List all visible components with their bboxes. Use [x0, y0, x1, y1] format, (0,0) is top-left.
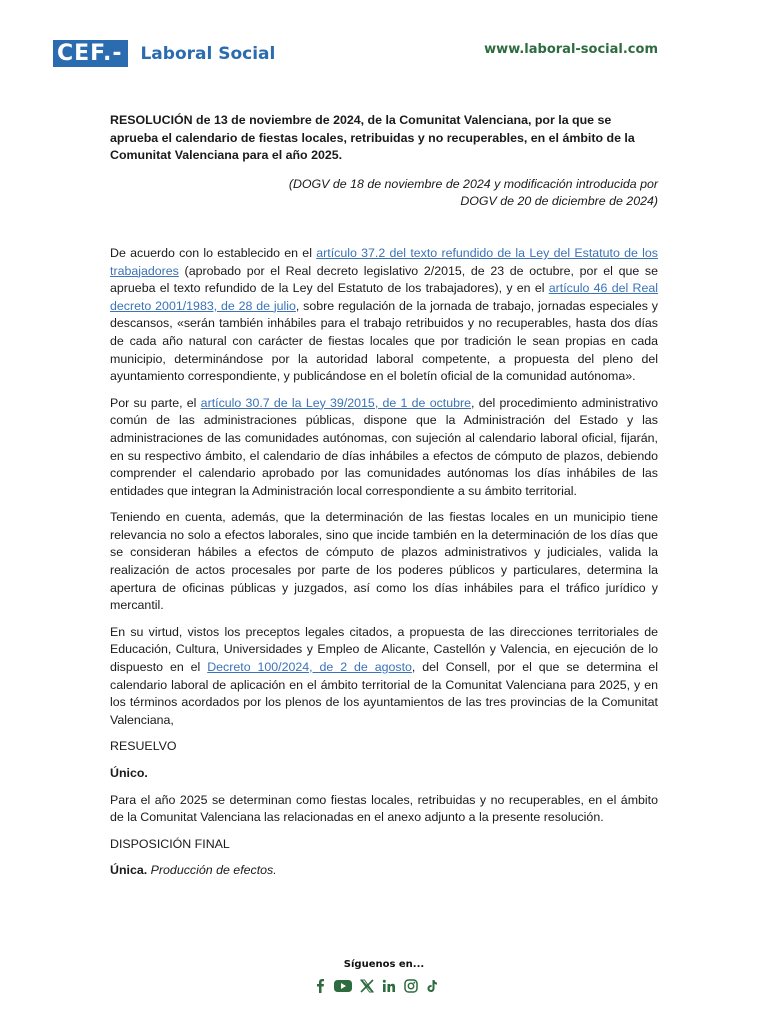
paragraph-1-text-b: (aprobado por el Real decreto legislativo 2/2015, de 23 de octubre, por el que se aprueba el texto refundido de la Ley del Estatuto de los trabajadores), y en el — [110, 263, 658, 296]
youtube-icon[interactable] — [334, 979, 352, 993]
instagram-icon[interactable] — [404, 979, 418, 993]
disposicion-final-heading: DISPOSICIÓN FINAL — [110, 836, 230, 851]
paragraph-1-text-c: , sobre regulación de la jornada de trabajo, jornadas especiales y descansos, «serán también inhábiles para el trabajo retribuidos y no recuperables, hasta dos días de cada año natural con carácter de fiestas locales que por tradición le sean propias en cada municipio, determinándose por la autoridad laboral competente, a propuesta del pleno del ayuntamiento correspondiente, y publicándose en el boletín oficial de la comunidad autónoma». — [110, 298, 658, 384]
facebook-icon[interactable] — [314, 978, 326, 993]
paragraph-4-text-a: En su virtud, vistos los preceptos legales citados, a propuesta de las direcciones territoriales de Educación, Cultura, Universidades y Empleo de Alicante, Castellón y Valencia, en ejecución de lo dispuesto en el — [110, 624, 658, 675]
paragraph-2 — [110, 395, 658, 501]
source-line-1: (DOGV de 18 de noviembre de 2024 y modificación introducida por — [288, 176, 658, 191]
paragraph-2-text-b: , del procedimiento administrativo común de las administraciones públicas, dispone que la Administración del Estado y las administraciones de las comunidades autónomas, con sujeción al calendario laboral oficial, fijarán, en su respectivo ámbito, el calendario de días inhábiles a efectos de cómputo de plazos, debiendo comprender el calendario aprobado por las comunidades autónomas los días inhábiles de las entidades que integran la Administración local correspondiente a su ámbito territorial. — [110, 395, 659, 498]
paragraph-1 — [110, 245, 658, 386]
linkedin-icon[interactable] — [382, 979, 396, 993]
link-ley-39-2015[interactable]: artículo 30.7 de la Ley 39/2015, de 1 de octubre — [200, 395, 472, 410]
unico-heading: Único. — [110, 766, 148, 780]
link-real-decreto-2001-1983[interactable]: artículo 46 del Real decreto 2001/1983, de 28 de julio — [110, 281, 658, 313]
source-reference — [110, 176, 658, 211]
paragraph-4-text-b: , del Consell, por el que se determina el calendario laboral de aplicación en el ámbito territorial de la Comunitat Valenciana para 2025, y en los términos acordados por los plenos de los ayuntamientos de las tres provincias de la Comunitat Valenciana, — [110, 660, 658, 727]
logo-text: Laboral Social — [140, 43, 276, 64]
unica-label: Única. — [110, 863, 148, 878]
link-decreto-100-2024[interactable]: Decreto 100/2024, de 2 de agosto — [207, 660, 412, 675]
paragraph-1-text-a: De acuerdo con lo establecido en el — [110, 245, 317, 260]
paragraph-5: Para el año 2025 se determinan como fiestas locales, retribuidas y no recuperables, en el ámbito de la Comunitat Valenciana las relacionadas en el anexo adjunto a la presente resolución. — [110, 792, 658, 825]
document-body — [110, 112, 658, 880]
tiktok-icon[interactable] — [426, 979, 438, 993]
resuelvo-heading: RESUELVO — [110, 739, 177, 754]
paragraph-3: Teniendo en cuenta, además, que la determinación de las fiestas locales en un municipio tiene relevancia no solo a efectos laborales, sino que incide también en la determinación de los días que se consideran hábiles a efectos de cómputo de plazos administrativos y judiciales, valida la realización de actos procesales por parte de los poderes públicos y particulares, determina la apertura de oficinas públicas y juzgados, así como los días inhábiles para el tráfico jurídico y mercantil. — [110, 510, 658, 613]
website-link[interactable]: www.laboral-social.com — [484, 42, 658, 57]
paragraph-4 — [110, 624, 658, 730]
brand-logo — [53, 40, 275, 67]
document-title: RESOLUCIÓN de 13 de noviembre de 2024, de la Comunitat Valenciana, por la que se aprueba el calendario de fiestas locales, retribuidas y no recuperables, en el ámbito de la Comunitat Valenciana para el año 2025. — [110, 113, 635, 163]
social-icons — [314, 978, 446, 993]
paragraph-2-text-a: Por su parte, el — [110, 395, 201, 410]
source-line-2: DOGV de 20 de diciembre de 2024) — [460, 194, 658, 209]
unica-line — [110, 862, 658, 880]
link-estatuto-trabajadores[interactable]: artículo 37.2 del texto refundido de la Ley del Estatuto de los trabajadores — [110, 245, 659, 278]
follow-label: Síguenos en... — [343, 959, 425, 970]
unica-text: Producción de efectos. — [150, 863, 277, 878]
x-icon[interactable] — [360, 979, 374, 993]
logo-mark: CEF.- — [53, 40, 128, 67]
